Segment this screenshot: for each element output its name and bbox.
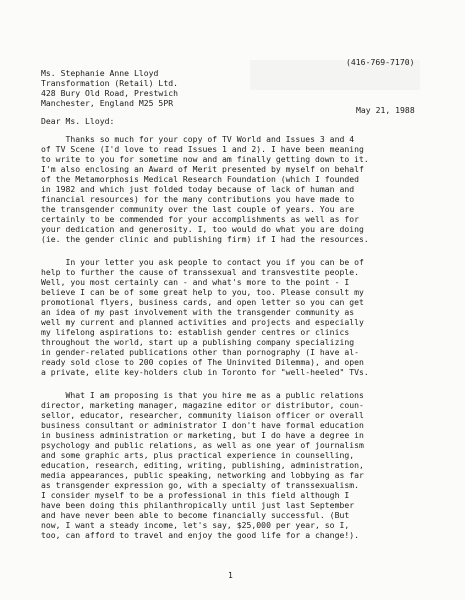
paragraph-3-line: now, I want a steady income, let's say, $25,000 per year, so I, (41, 520, 350, 530)
phone-number: (416-769-7170) (346, 57, 415, 67)
paragraph-1-line: the transgender community over the last couple of years. You are (41, 204, 355, 214)
paragraph-3-line: sellor, educator, researcher, community liaison officer or overall (41, 410, 364, 420)
paragraph-2-line: an idea of my past involvement with the transgender community as (41, 307, 355, 317)
paragraph-2-line: ready sold close to 200 copies of The Uninvited Dilemma), and open (41, 357, 364, 367)
paragraph-2-line: help to further the cause of transsexual and transvestite people. (41, 267, 360, 277)
recipient-street: 428 Bury Old Road, Prestwich (41, 88, 178, 98)
paragraph-2-line: promotional flyers, business cards, and open letter so you can get (41, 297, 364, 307)
paragraph-2-line: Well, you most certainly can - and what's more to the point - I (41, 277, 350, 287)
paragraph-2-line: believe I can be of some great help to you, too. Please consult my (41, 287, 364, 297)
paragraph-1-line: of the Metamorphosis Medical Research Foundation (which I founded (41, 174, 360, 184)
paragraph-3-line: business consultant or administrator I don't have formal education (41, 420, 364, 430)
page-number: 1 (228, 571, 233, 580)
letter-date: May 21, 1988 (356, 105, 415, 115)
paragraph-3-line: What I am proposing is that you hire me as a public relations (41, 390, 364, 400)
paragraph-1-line: your dedication and generosity. I, too would do what you are doing (41, 224, 364, 234)
paragraph-3-line: in business administration or marketing, but I do have a degree in (41, 430, 364, 440)
paragraph-2-line: in gender-related publications other than pornography (I have al- (41, 347, 360, 357)
paragraph-1-line: of TV Scene (I'd love to read Issues 1 and 2). I have been meaning (41, 144, 364, 154)
paragraph-3-line: I consider myself to be a professional in this field although I (41, 490, 350, 500)
paragraph-3-line: media appearances, public speaking, networking and lobbying as far (41, 470, 364, 480)
paragraph-2-line: well my current and planned activities and projects and especially (41, 317, 364, 327)
paragraph-1-line: in 1982 and which just folded today because of lack of human and (41, 184, 355, 194)
paragraph-3-line: as transgender expression go, with a specialty of transsexualism. (41, 480, 360, 490)
paragraph-3-line: too, can afford to travel and enjoy the good life for a change!). (41, 530, 360, 540)
paragraph-1-line: (ie. the gender clinic and publishing firm) if I had the resources. (41, 234, 369, 244)
paragraph-2-line: throughout the world, start up a publishing company specializing (41, 337, 355, 347)
paragraph-1-line: to write to you for sometime now and am finally getting down to it. (41, 154, 369, 164)
salutation: Dear Ms. Lloyd: (41, 116, 115, 126)
paragraph-3-line: and some graphic arts, plus practical experience in counselling, (41, 450, 355, 460)
paragraph-1-line: certainly to be commended for your accomplishments as well as for (41, 214, 360, 224)
paragraph-2-line: In your letter you ask people to contact you if you can be of (41, 257, 364, 267)
paragraph-3-line: education, research, editing, writing, publishing, administration, (41, 460, 364, 470)
recipient-name: Ms. Stephanie Anne Lloyd (41, 68, 159, 78)
recipient-company: Transformation (Retail) Ltd. (41, 78, 178, 88)
paragraph-2-line: a private, elite key-holders club in Toronto for "well-heeled" TVs. (41, 367, 369, 377)
paragraph-2-line: my lifelong aspirations to: establish gender centres or clinics (41, 327, 350, 337)
paragraph-3-line: have been doing this philanthropically until just last September (41, 500, 355, 510)
paragraph-3-line: director, marketing manager, magazine editor or distributor, coun- (41, 400, 364, 410)
recipient-city: Manchester, England M25 5PR (41, 98, 174, 108)
paragraph-3-line: psychology and public relations, as well as one year of journalism (41, 440, 364, 450)
paragraph-1-line: Thanks so much for your copy of TV World and Issues 3 and 4 (41, 134, 355, 144)
paragraph-3-line: and have never been able to become financially successful. (But (41, 510, 350, 520)
paragraph-1-line: financial resources) for the many contributions you have made to (41, 194, 355, 204)
paragraph-1-line: I'm also enclosing an Award of Merit presented by myself on behalf (41, 164, 364, 174)
